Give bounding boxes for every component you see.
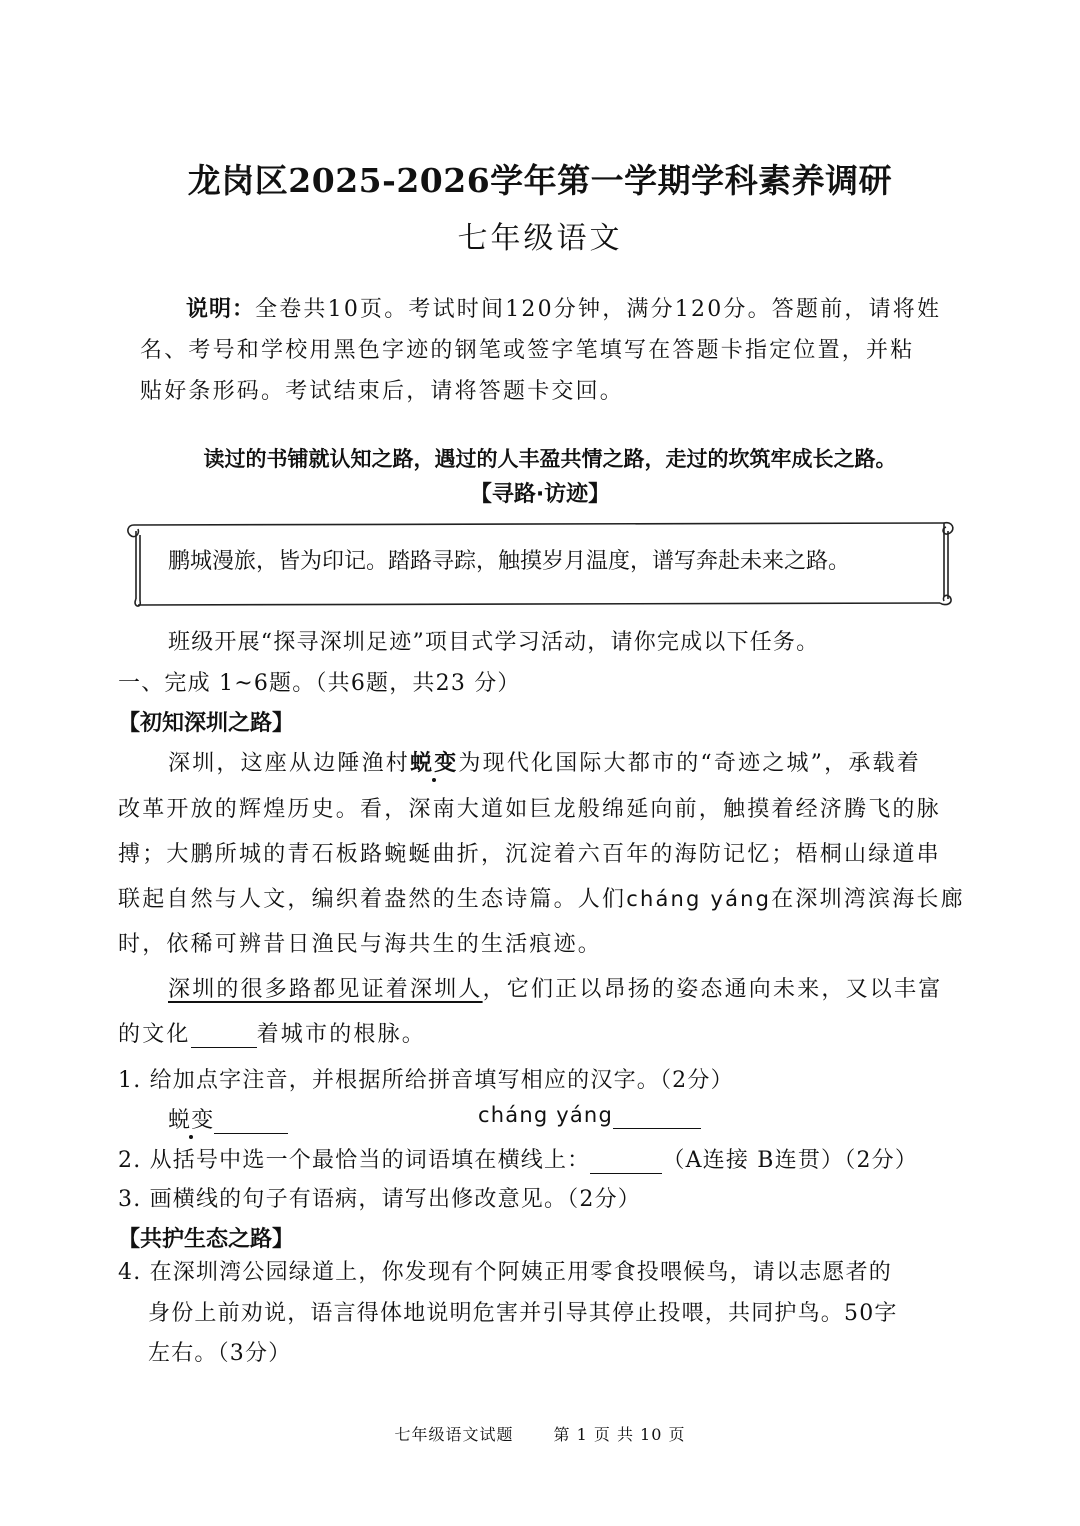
question-2-options: （A连接 B连贯）（2分）: [662, 1148, 919, 1173]
instructions-line-3: 贴好条形码。考试结束后，请将答题卡交回。: [140, 379, 625, 404]
question-2: [118, 1143, 918, 1174]
footer-subject: 七年级语文试题: [394, 1425, 514, 1444]
passage-line-4-b: 在深圳湾滨海长廊: [771, 887, 965, 912]
q2-answer-blank[interactable]: [590, 1148, 662, 1174]
passage-p2-line-2: [118, 1017, 426, 1048]
passage-line-2: 改革开放的辉煌历史。看，深南大道如巨龙般绵延向前，触摸着经济腾飞的脉: [118, 797, 941, 822]
page-footer: [0, 1422, 1080, 1445]
question-4-line-3: 左右。（3分）: [148, 1341, 292, 1366]
passage-line-1: [168, 746, 921, 777]
passage-p2-line-2-b: 着城市的根脉。: [256, 1022, 427, 1047]
passage-p2-line-2-a: 的文化: [118, 1022, 191, 1047]
passage-line-4: [118, 882, 965, 913]
motto: 读过的书铺就认知之路，遇过的人丰盈共情之路，走过的坎筑牢成长之路。: [203, 446, 897, 471]
scroll-text: 鹏城漫旅，皆为印记。踏路寻踪，触摸岁月温度，谱写奔赴未来之路。: [168, 549, 851, 574]
question-4-line-2: 身份上前劝说，语言得体地说明危害并引导其停止投喂，共同护鸟。50字: [148, 1301, 898, 1326]
exam-title: 龙岗区2025-2026学年第一学期学科素养调研: [187, 161, 893, 200]
q1-answer-blank-1[interactable]: [214, 1108, 288, 1134]
section-title: 【寻路·访迹】: [469, 482, 611, 507]
passage-line-1-a: 深圳，这座从边陲渔村: [168, 751, 411, 776]
instructions-text-1: 全卷共10页。考试时间120分钟，满分120分。答题前，请将姓: [255, 297, 942, 322]
q1-pinyin: cháng yáng: [478, 1103, 613, 1127]
exam-subtitle: 七年级语文: [457, 221, 623, 256]
question-3: 3. 画横线的句子有语病，请写出修改意见。（2分）: [118, 1187, 641, 1212]
passage-line-4-a: 联起自然与人文，编织着盎然的生态诗篇。人们: [118, 887, 627, 912]
subsection-heading-1: 【初知深圳之路】: [118, 711, 295, 736]
fill-blank[interactable]: [191, 1022, 257, 1048]
q1-word: 蜕变: [168, 1108, 215, 1133]
footer-page: 第 1 页 共 10 页: [553, 1425, 686, 1444]
instructions-label: 说明：: [186, 297, 256, 322]
instructions-line-1: [186, 292, 941, 323]
dotted-word: 蜕变: [410, 750, 459, 776]
underlined-sentence: 深圳的很多路都见证着深圳人: [168, 977, 483, 1002]
q1-answer-blank-2[interactable]: [613, 1103, 701, 1129]
question-1-item-2: [478, 1103, 701, 1129]
passage-line-1-b: 为现代化国际大都市的“奇迹之城”，承载着: [458, 751, 921, 776]
subsection-heading-2: 【共护生态之路】: [118, 1227, 295, 1252]
pinyin-changyang: cháng yáng: [626, 887, 772, 911]
activity-intro: 班级开展“探寻深圳足迹”项目式学习活动，请你完成以下任务。: [168, 630, 820, 655]
question-1: 1. 给加点字注音，并根据所给拼音填写相应的汉字。（2分）: [118, 1068, 734, 1093]
question-1-item-1: [168, 1103, 288, 1134]
part-one-heading: 一、完成 1~6题。（共6题，共23 分）: [118, 671, 521, 696]
passage-line-5: 时，依稀可辨昔日渔民与海共生的生活痕迹。: [118, 932, 603, 957]
passage-p2-line-1-rest: ，它们正以昂扬的姿态通向未来，又以丰富: [482, 977, 943, 1002]
instructions-line-2: 名、考号和学校用黑色字迹的钢笔或签字笔填写在答题卡指定位置，并粘: [140, 338, 915, 363]
passage-p2-line-1: [168, 972, 942, 1003]
question-2-text: 2. 从括号中选一个最恰当的词语填在横线上：: [118, 1148, 591, 1173]
passage-line-3: 搏；大鹏所城的青石板路蜿蜒曲折，沉淀着六百年的海防记忆；梧桐山绿道串: [118, 842, 941, 867]
question-4-line-1: 4. 在深圳湾公园绿道上，你发现有个阿姨正用零食投喂候鸟，请以志愿者的: [118, 1260, 892, 1285]
